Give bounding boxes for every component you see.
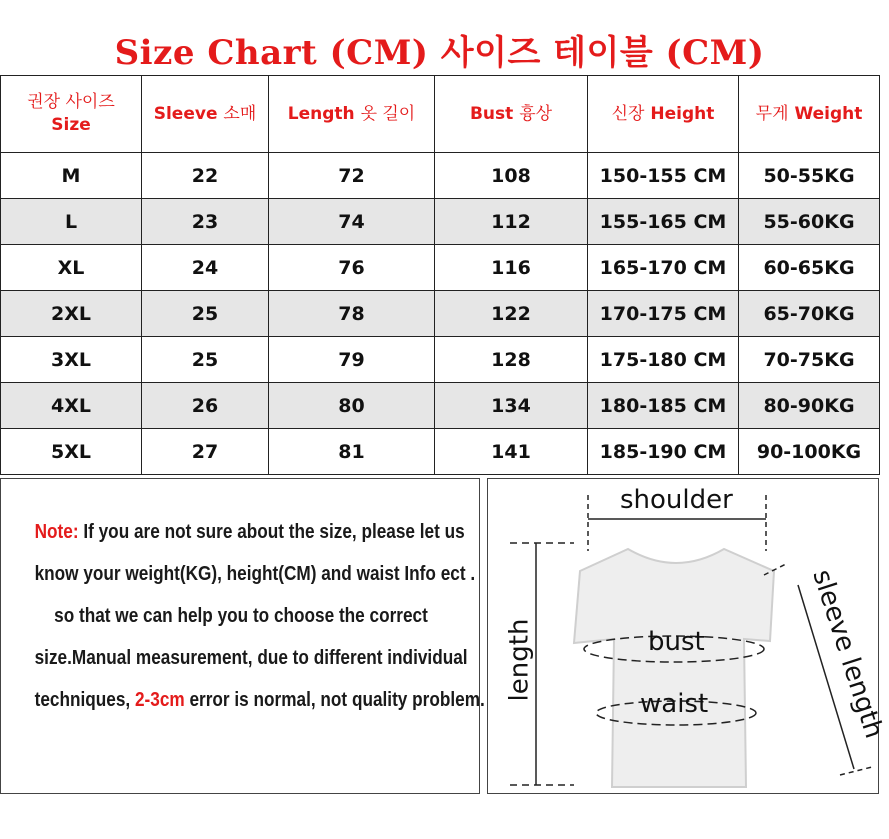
cell-sleeve: 27 (142, 429, 269, 475)
note-text: error is normal, not quality problem. (184, 689, 485, 711)
cell-height: 165-170 CM (588, 245, 739, 291)
header-length: Length 옷 길이 (269, 76, 435, 153)
header-row (1, 76, 880, 153)
note-error-range: 2-3cm (134, 689, 185, 711)
measurement-diagram (487, 478, 889, 794)
table-row (1, 199, 880, 245)
cell-height: 150-155 CM (588, 153, 739, 199)
cell-sleeve: 22 (142, 153, 269, 199)
cell-height: 155-165 CM (588, 199, 739, 245)
table-row (1, 291, 880, 337)
table-row (1, 429, 880, 475)
note-box (0, 478, 485, 794)
sleeve-length-label: sleeve length (806, 566, 889, 742)
cell-length: 76 (269, 245, 435, 291)
cell-sleeve: 24 (142, 245, 269, 291)
cell-height: 185-190 CM (588, 429, 739, 475)
cell-size: 2XL (1, 291, 142, 337)
cell-weight: 55-60KG (739, 199, 880, 245)
cell-size: M (1, 153, 142, 199)
note-line: size.Manual measurement, due to different individual (34, 647, 468, 669)
cell-length: 81 (269, 429, 435, 475)
cell-size: XL (1, 245, 142, 291)
note-text: If you are not sure about the size, please let us (78, 521, 465, 543)
cell-size: 5XL (1, 429, 142, 475)
header-bust: Bust 흉상 (435, 76, 588, 153)
header-size: 권장 사이즈 Size (1, 76, 142, 153)
cell-bust: 112 (435, 199, 588, 245)
header-weight: 무게 Weight (739, 76, 880, 153)
cell-sleeve: 23 (142, 199, 269, 245)
cell-length: 74 (269, 199, 435, 245)
cell-height: 170-175 CM (588, 291, 739, 337)
note-line: so that we can help you to choose the correct (54, 605, 428, 627)
cell-weight: 70-75KG (739, 337, 880, 383)
cell-bust: 122 (435, 291, 588, 337)
page-title: Size Chart (CM) 사이즈 테이블 (CM) (114, 33, 765, 73)
cell-size: 4XL (1, 383, 142, 429)
cell-bust: 108 (435, 153, 588, 199)
table-row (1, 153, 880, 199)
note-line (34, 521, 465, 544)
cell-height: 175-180 CM (588, 337, 739, 383)
cell-weight: 60-65KG (739, 245, 880, 291)
cell-sleeve: 26 (142, 383, 269, 429)
cell-bust: 116 (435, 245, 588, 291)
cell-sleeve: 25 (142, 291, 269, 337)
header-height: 신장 Height (588, 76, 739, 153)
shoulder-label: shoulder (620, 485, 733, 515)
cell-weight: 80-90KG (739, 383, 880, 429)
cell-size: L (1, 199, 142, 245)
waist-label: waist (640, 689, 709, 719)
table-row (1, 383, 880, 429)
note-line (34, 689, 485, 712)
cell-length: 72 (269, 153, 435, 199)
cell-weight: 50-55KG (739, 153, 880, 199)
table-row (1, 337, 880, 383)
cell-weight: 65-70KG (739, 291, 880, 337)
cell-sleeve: 25 (142, 337, 269, 383)
cell-length: 80 (269, 383, 435, 429)
note-prefix: Note: (34, 521, 79, 543)
cell-size: 3XL (1, 337, 142, 383)
cell-bust: 141 (435, 429, 588, 475)
note-text: techniques, (34, 689, 135, 711)
cell-bust: 128 (435, 337, 588, 383)
cell-length: 78 (269, 291, 435, 337)
cell-length: 79 (269, 337, 435, 383)
header-sleeve: Sleeve 소매 (142, 76, 269, 153)
size-table (0, 75, 880, 475)
bust-label: bust (648, 627, 705, 657)
tshirt-shape (574, 549, 774, 787)
table-row (1, 245, 880, 291)
cell-weight: 90-100KG (739, 429, 880, 475)
note-line: know your weight(KG), height(CM) and waist Info ect . (34, 563, 476, 585)
cell-bust: 134 (435, 383, 588, 429)
cell-height: 180-185 CM (588, 383, 739, 429)
length-label: length (504, 618, 535, 702)
